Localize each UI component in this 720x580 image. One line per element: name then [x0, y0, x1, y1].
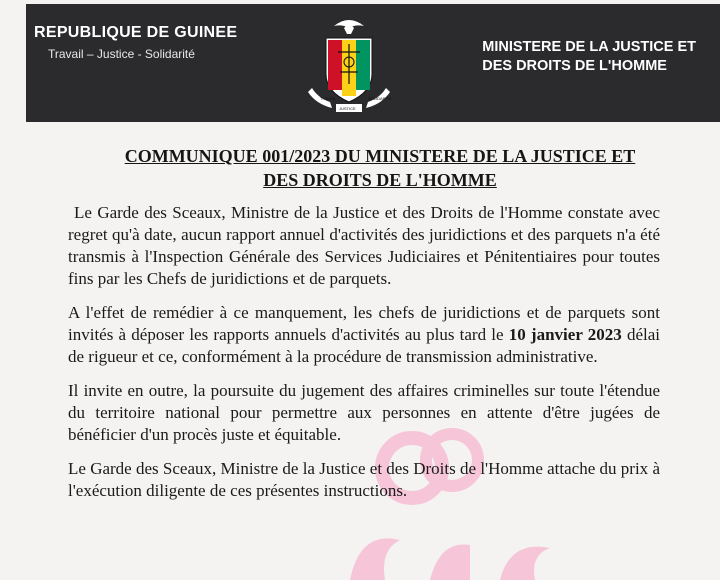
- ministry-name: [482, 38, 696, 76]
- national-motto: Travail – Justice - Solidarité: [48, 47, 195, 61]
- country-name: REPUBLIQUE DE GUINEE: [34, 24, 238, 41]
- communique-body: [68, 202, 660, 514]
- paragraph-1: Le Garde des Sceaux, Ministre de la Justice et des Droits de l'Homme constate avec regret qu'à date, aucun rapport annuel d'activités des juridictions et des parquets n'a été transmis à l'Inspection Générale des Services Judiciaires et Pénitentiaires pour toutes fins par les Chefs de juridictions et de parquets.: [68, 203, 660, 288]
- paragraph-2: [68, 302, 660, 368]
- deadline-date: 10 janvier 2023: [508, 325, 622, 344]
- svg-text:JUSTICE: JUSTICE: [339, 106, 356, 111]
- ministry-line-1: MINISTERE DE LA JUSTICE ET: [482, 39, 696, 55]
- communique-title: [60, 144, 700, 192]
- paragraph-4: Le Garde des Sceaux, Ministre de la Justice et des Droits de l'Homme attache du prix à l'exécution diligente de ces présentes instructions.: [68, 459, 660, 500]
- paragraph-2-end: délai de rigueur et ce, conformément à la procédure de transmission administrative.: [68, 325, 661, 366]
- guinea-coat-of-arms-icon: [304, 12, 394, 116]
- letterhead-banner: [26, 4, 720, 122]
- paragraph-2-start: A l'effet de remédier à ce manquement, les chefs de juridictions et de parquets sont invités à déposer les rapports annuels d'activités au plus tard le: [68, 303, 660, 344]
- svg-text:TRAVAIL: TRAVAIL: [320, 96, 337, 101]
- svg-text:SOLIDARITE: SOLIDARITE: [368, 96, 392, 101]
- title-line-2: DES DROITS DE L'HOMME: [263, 170, 497, 190]
- letterhead-left: [34, 24, 237, 61]
- paragraph-3: Il invite en outre, la poursuite du jugement des affaires criminelles sur toute l'étendue du territoire national pour permettre aux personnes en attente d'être jugées de bénéficier d'un procès juste et équitable.: [68, 381, 660, 444]
- ministry-line-2: DES DROITS DE L'HOMME: [482, 58, 667, 74]
- title-line-1: COMMUNIQUE 001/2023 DU MINISTERE DE LA JUSTICE ET: [124, 146, 636, 166]
